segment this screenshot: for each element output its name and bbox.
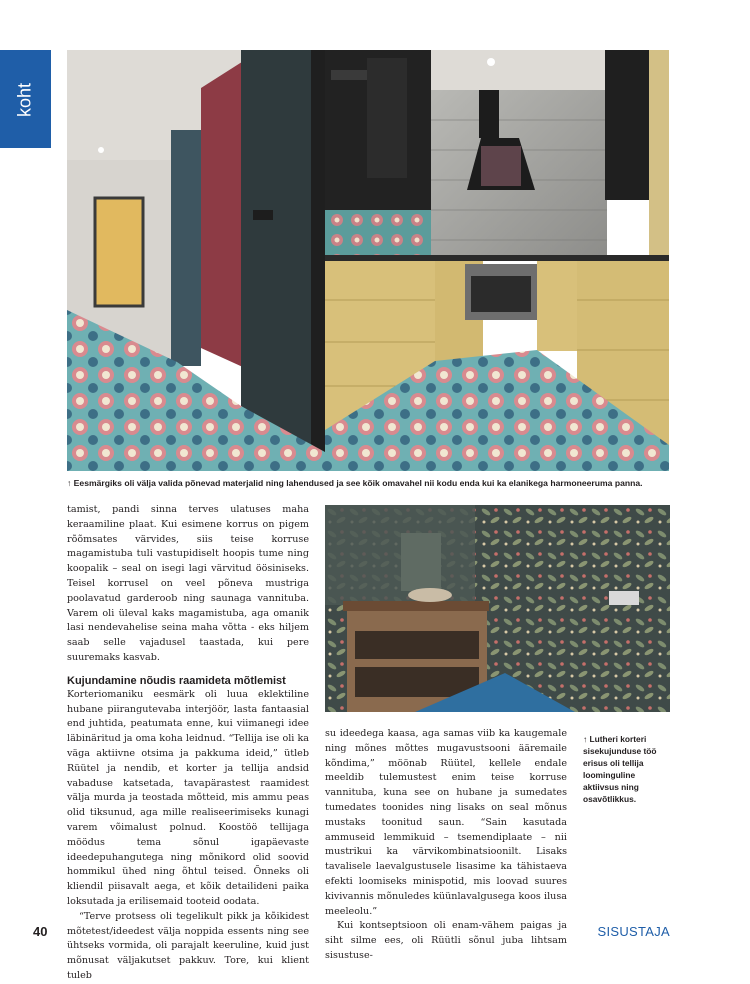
- subheading: Kujundamine nõudis raamideta mõtlemist: [67, 674, 286, 687]
- article-column-2: [325, 727, 567, 964]
- kitchen-hallway-photo: [67, 50, 669, 471]
- paragraph: Korteriomaniku eesmärk oli luua eklektiline hubane piirangutevaba interjöör, lasta fantaasial end juhtida, peatumata enne, kui viimanegi idee läbinäritud ja oma koha leidnud. “Tellija ise oli ka väga aktiivne otsima ja pakkuma ideid,” ütleb Rüütel ja nendib, et korter ja tellija andsid vabaduse katsetada, tavapärastest raamidest välja murda ja teostada mõtteid, mis ammu peas olid tiksunud, aga mille realiseerimiseks kunagi varem võimalust polnud. Koostöö tellijaga möödus tema sõnul igapäevaste ideedepuhangutega ning mõnikord olid soovid hommikul ühed ning õhtul teised. Õnneks oli kliendil piisavalt aega, et kõik detailideni paika loksutada ja erilisemaid tooteid oodata.: [67, 688, 309, 907]
- paragraph: tamist, pandi sinna terves ulatuses maha keraamiline plaat. Kui esimene korrus on pigem rõõmsates värvides, siis teise korruse magamistuba tuli vastupidiselt hoopis tume ning koopalik – seal on isegi lagi värvitud öösiniseks. Teisel korrusel on veel põneva mustriga poolavatud garderoob ning saunaga vannituba. Varem oli üleval kaks magamistuba, aga omanik lasi nendevahelise seina maha võtta - eks hiljem saab selle vajadusel taastada, kui pere suuremaks kasvab.: [67, 504, 309, 663]
- page-number: 40: [33, 924, 48, 939]
- paragraph: Kui kontseptsioon oli enam-vähem paigas ja siht silme ees, oli Rüütli sõnul juba lihtsam sisustuse-: [325, 920, 567, 961]
- paragraph: “Terve protsess oli tegelikult pikk ja kõikidest mõtetest/ideedest välja noppida essents ning see ühtseks vormida, oli parajalt keeruline, kuid just mõnusat väljakutset pakkuv. Tore, kui klient tuleb: [67, 910, 309, 981]
- article-column-1: [67, 503, 309, 984]
- paragraph: su ideedega kaasa, aga samas viib ka kaugemale ning mõnes mõttes mugavustsooni ääremaile kõndima,” möönab Rüütel, kellele endale meeldib tulemustest enim teise korruse vannituba, kuna see on hubane ja sumedates tumedates toonides ning lisaks on seal mõnus mustaks toonitud saun. “Sain kasutada ammuseid lemmikuid – tsemendiplaate – nii mustrikui ka värvikombinatsioonilt. Lisaks tavalisele laevalgustusele lisasime ka tähistaeva efekti loomiseks minispotid, mis loovad suures kivivannis mõnuledes küünlavalgusega koos ilusa meeleolu.”: [325, 728, 567, 917]
- main-photo-caption: ↑ Eesmärgiks oli välja valida põnevad materjalid ning lahendused ja see kõik omavahel nii kodu enda kui ka elanikega harmoneeruma panna.: [67, 478, 643, 488]
- section-tab-label: koht: [14, 82, 35, 118]
- magazine-name: SISUSTAJA: [597, 924, 670, 939]
- section-tab: [0, 50, 51, 148]
- bathroom-photo: [325, 505, 670, 712]
- bathroom-photo-caption: ↑ Lutheri korteri sisekujunduse töö erisus oli tellija loominguline aktiivsus ning osavõtlikkus.: [583, 734, 657, 804]
